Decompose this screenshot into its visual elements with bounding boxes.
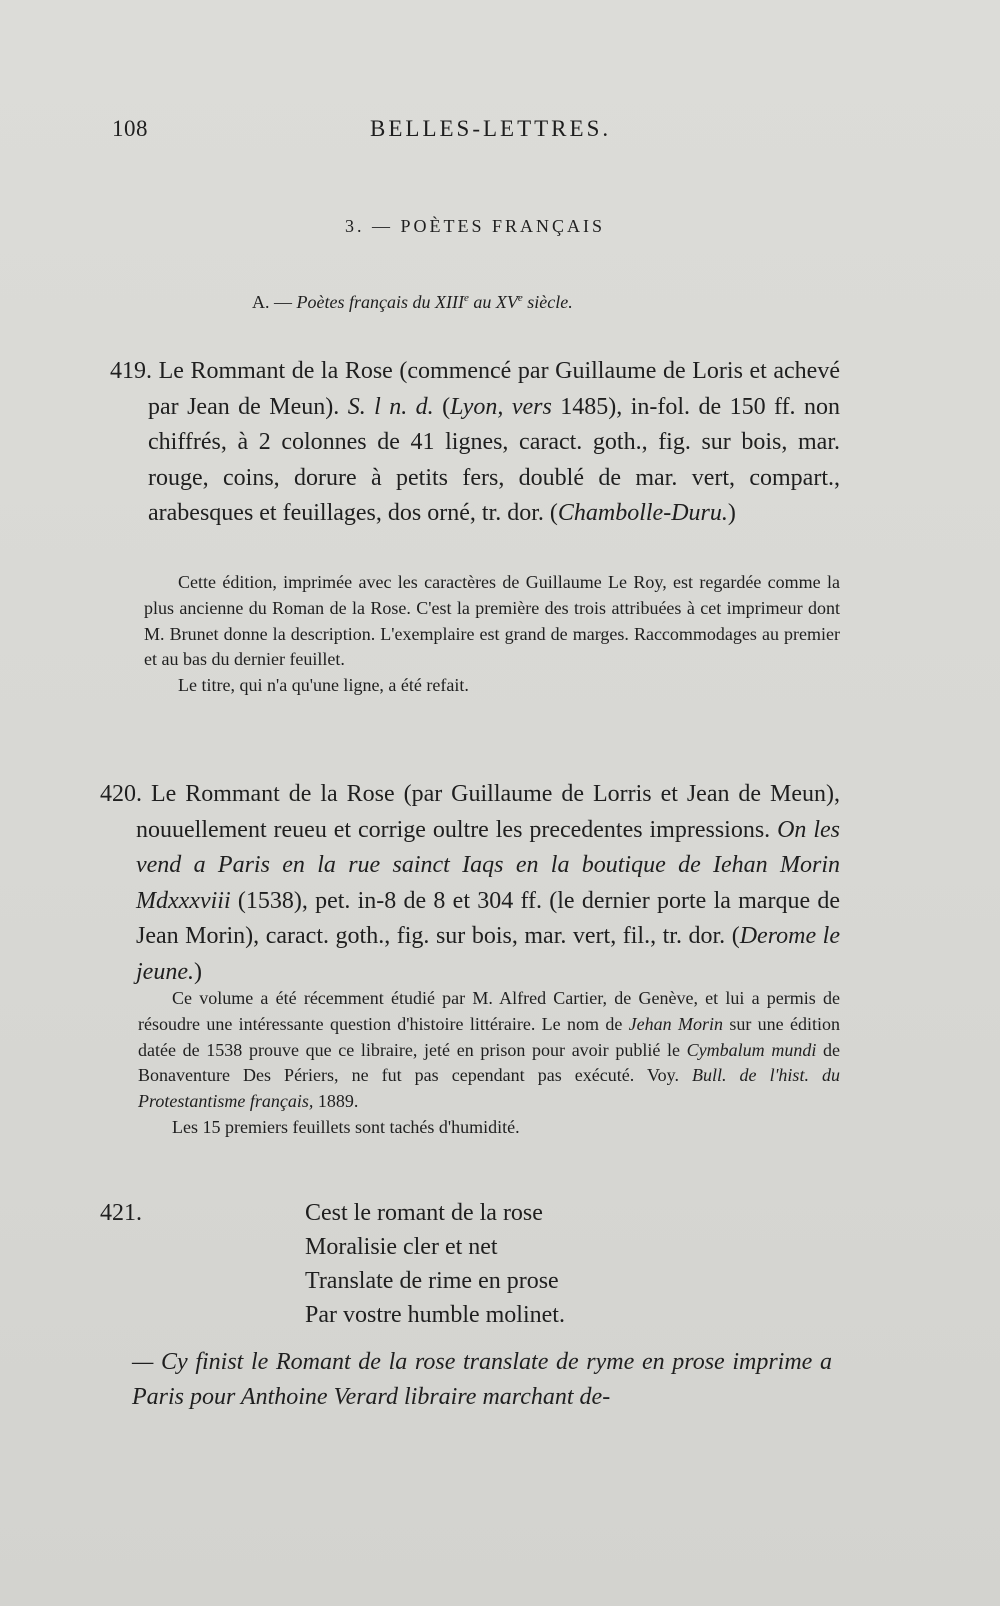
subsection-heading: [252, 292, 573, 313]
entry-text-italic: On les vend a Paris en la rue sainct Iaqs en la boutique de Iehan Morin Mdxxxviii: [136, 816, 840, 914]
subsection-text-3: siècle.: [522, 292, 573, 312]
subsection-prefix: A. —: [252, 292, 297, 312]
note-paragraph: [138, 986, 840, 1115]
note-text: 1889.: [313, 1091, 359, 1112]
note-paragraph: Le titre, qui n'a qu'une ligne, a été refait.: [178, 675, 469, 696]
entry-number: 420.: [100, 781, 142, 807]
entry-text: ): [193, 958, 202, 985]
colophon: — Cy finist le Romant de la rose translate de ryme en prose imprime a Paris pour Anthoine Verard libraire marchant de-: [132, 1349, 832, 1410]
note-text-italic: Cymbalum mundi: [686, 1039, 817, 1060]
entry-419: [110, 354, 840, 532]
subsection-sup-2: e: [517, 292, 523, 304]
entry-420: [100, 777, 840, 990]
entry-text-italic: Lyon, vers: [450, 393, 552, 420]
subsection-text-1: Poètes français du XIII: [296, 292, 464, 312]
note-paragraph: Les 15 premiers feuillets sont tachés d'humidité.: [172, 1116, 520, 1137]
note-paragraph: Cette édition, imprimée avec les caractères de Guillaume Le Roy, est regardée comme la plus ancienne du Roman de la Rose. C'est la première des trois attribuées à cet imprimeur dont M. Brunet donne la description. L'exemplaire est grand de marges. Raccommodages au premier et au bas du dernier feuillet.: [144, 572, 840, 670]
note-419: [144, 570, 840, 699]
entry-text: Le Rommant de la Rose (par Guillaume de Lorris et Jean de Meun), nouuellement reueu et corrige oultre les precedentes impressions.: [136, 781, 840, 843]
entry-text: (1538), pet. in-8 de 8 et 304 ff. (le dernier porte la marque de Jean Morin), caract. goth., fig. sur bois, mar. vert, fil., tr. dor. (: [136, 887, 840, 949]
subsection-sup-1: e: [463, 292, 469, 304]
entry-text: ): [727, 500, 736, 526]
verse-line: Moralisie cler et net: [305, 1234, 498, 1260]
subsection-text-2: au XV: [468, 292, 518, 312]
note-text: Ce volume a été récemment étudié par M. Alfred Cartier, de Genève, et lui a permis de résoudre une intéressante question d'histoire littéraire. Le nom de: [138, 988, 840, 1034]
verse-line: Cest le romant de la rose: [305, 1200, 543, 1226]
entry-text: (: [433, 393, 451, 420]
note-text-italic: Jehan Morin: [628, 1013, 723, 1034]
binder-name: Derome le jeune.: [136, 923, 840, 985]
note-420: [138, 986, 840, 1141]
note-text: sur une édition datée de 1538 prouve que ce libraire, jeté en prison pour avoir publié le: [138, 1013, 841, 1060]
binder-name: Chambolle-Duru.: [557, 500, 728, 526]
running-title: BELLES-LETTRES.: [370, 116, 612, 141]
entry-number-421: 421.: [100, 1200, 142, 1226]
entry-number: 419.: [110, 358, 152, 384]
page-number: 108: [112, 116, 148, 141]
verse-line: Translate de rime en prose: [305, 1268, 559, 1294]
verse-line: Par vostre humble molinet.: [305, 1302, 565, 1328]
note-text-italic: Bull. de l'hist. du Protestantisme français,: [138, 1065, 840, 1112]
entry-text-italic: S. l n. d.: [347, 393, 434, 420]
section-heading: 3. — POÈTES FRANÇAIS: [345, 216, 606, 236]
note-text: de Bonaventure Des Périers, ne fut pas cependant pas exécuté. Voy.: [138, 1039, 841, 1086]
entry-text: 1485), in-fol. de 150 ff. non chiffrés, à 2 colonnes de 41 lignes, caract. goth., fig. sur bois, mar. rouge, coins, dorure à petits fers, doublé de mar. vert, compart., arabesques et feuillages, dos orné, tr. dor. (: [148, 393, 840, 526]
entry-text: Le Rommant de la Rose (commencé par Guillaume de Loris et achevé par Jean de Meun).: [148, 358, 840, 420]
